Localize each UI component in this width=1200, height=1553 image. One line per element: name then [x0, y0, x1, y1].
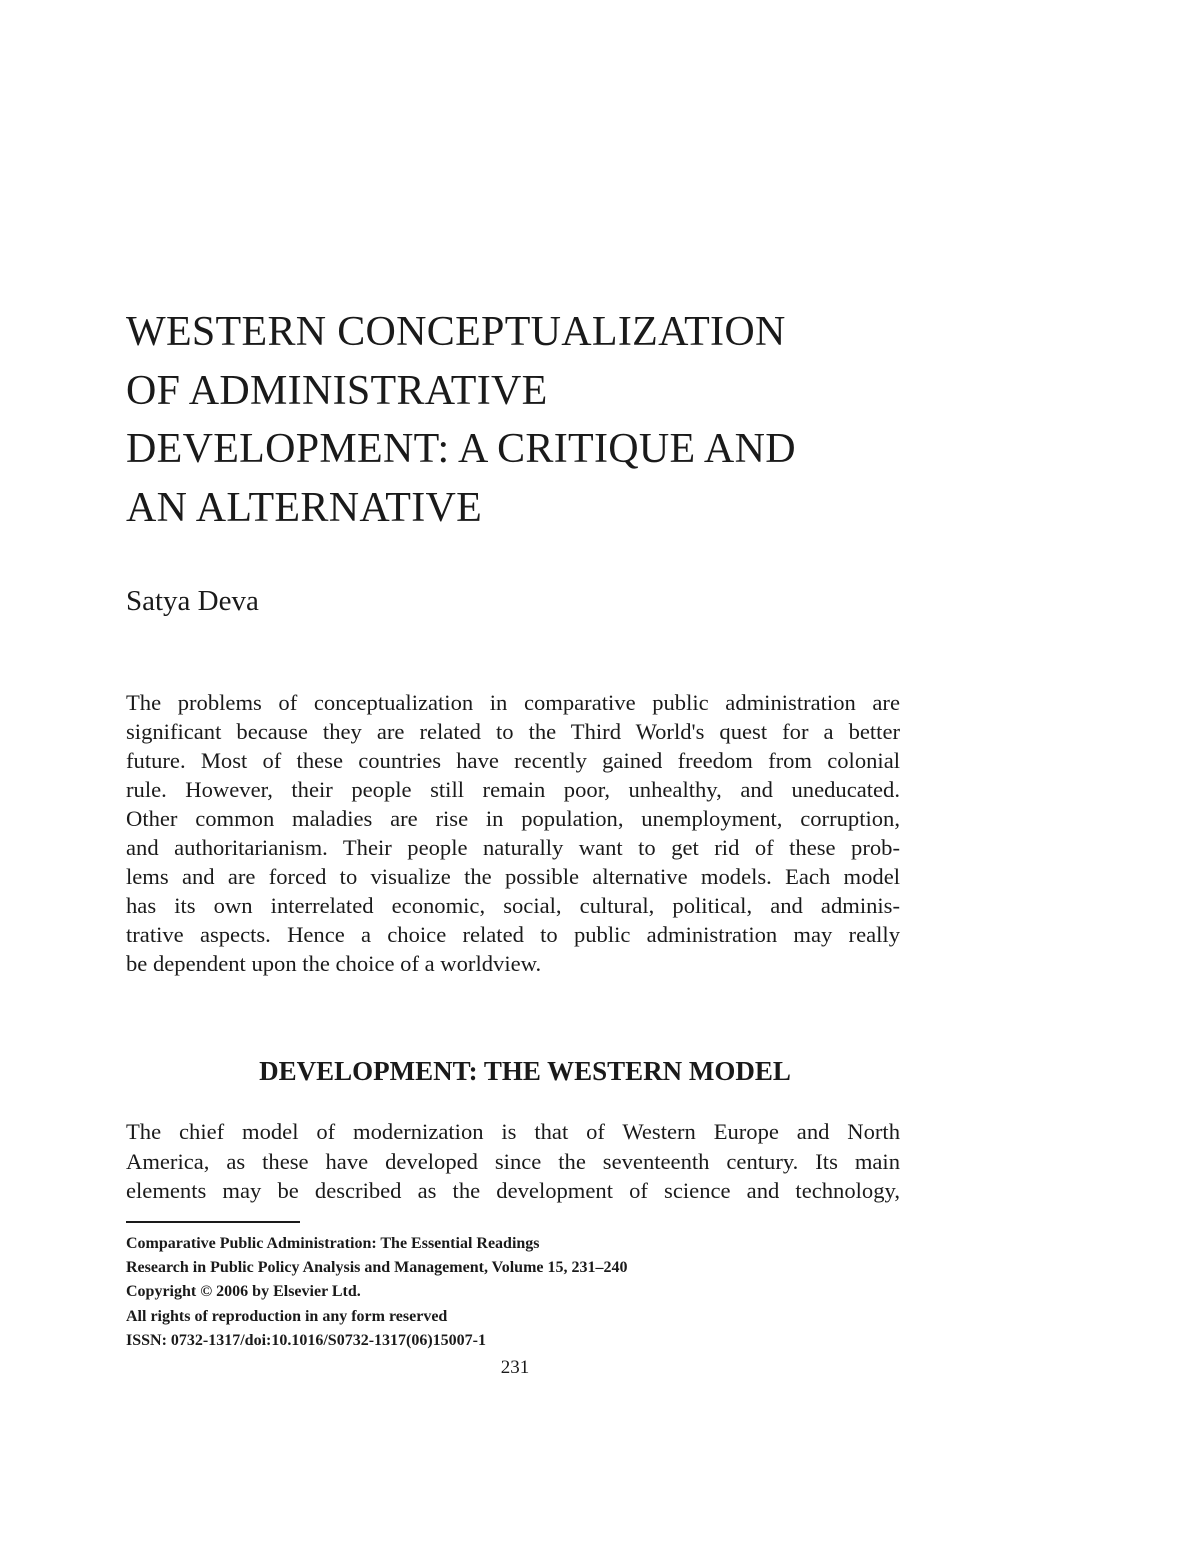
abstract-line: has its own interrelated economic, social, cultural, political, and adminis-: [126, 893, 900, 918]
abstract-line: rule. However, their people still remain poor, unhealthy, and uneducated.: [126, 777, 900, 802]
abstract-line: Other common maladies are rise in population, unemployment, corruption,: [126, 806, 900, 831]
body-line: The chief model of modernization is that of Western Europe and North: [126, 1119, 900, 1144]
footnote-line: ISSN: 0732-1317/doi:10.1016/S0732-1317(06)15007-1: [126, 1331, 487, 1349]
body-line: elements may be described as the development of science and technology,: [126, 1178, 900, 1203]
footnote-line: Copyright © 2006 by Elsevier Ltd.: [126, 1283, 361, 1301]
publication-footnote: [126, 1232, 628, 1353]
footnote-line: Comparative Public Administration: The Essential Readings: [126, 1235, 540, 1252]
section-heading: DEVELOPMENT: THE WESTERN MODEL: [259, 1056, 791, 1086]
abstract-line: trative aspects. Hence a choice related to public administration may really: [126, 922, 900, 947]
page-number: 231: [500, 1357, 530, 1378]
title-line: DEVELOPMENT: A CRITIQUE AND: [126, 426, 796, 472]
abstract-line: be dependent upon the choice of a worldview.: [126, 951, 542, 976]
abstract-line: significant because they are related to the Third World's quest for a better: [126, 719, 900, 744]
body-line: America, as these have developed since the seventeenth century. Its main: [126, 1148, 900, 1174]
footnote-line: Research in Public Policy Analysis and Management, Volume 15, 231–240: [126, 1259, 628, 1277]
abstract-line: future. Most of these countries have recently gained freedom from colonial: [126, 748, 900, 773]
author-name: Satya Deva: [126, 585, 259, 617]
title-line: WESTERN CONCEPTUALIZATION: [126, 309, 786, 355]
abstract-paragraph: [126, 688, 900, 978]
footnote-divider: [126, 1221, 300, 1223]
article-title: [126, 303, 916, 537]
body-paragraph: [126, 1117, 900, 1206]
abstract-line: lems and are forced to visualize the possible alternative models. Each model: [126, 864, 900, 889]
title-line: OF ADMINISTRATIVE: [126, 367, 548, 414]
footnote-line: All rights of reproduction in any form reserved: [126, 1307, 448, 1325]
abstract-line: The problems of conceptualization in comparative public administration are: [126, 690, 900, 715]
title-line: AN ALTERNATIVE: [126, 484, 483, 531]
abstract-line: and authoritarianism. Their people naturally want to get rid of these prob-: [126, 835, 900, 860]
